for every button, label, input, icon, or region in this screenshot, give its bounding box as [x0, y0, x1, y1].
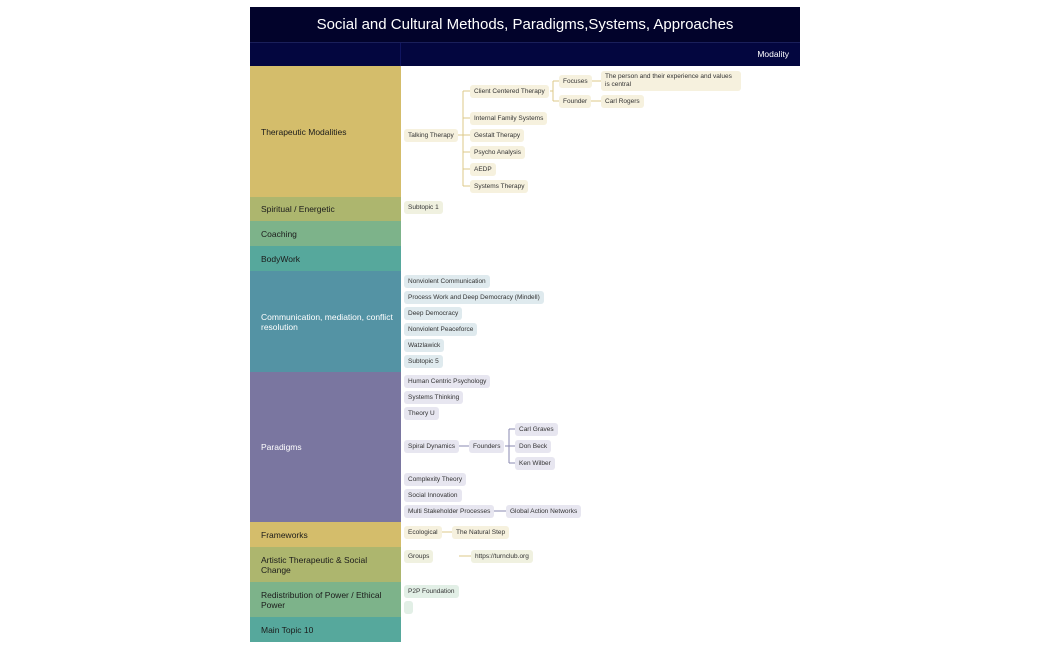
node-client-centered[interactable]: Client Centered Therapy	[470, 85, 549, 98]
node-turnclub-url[interactable]: https://turnclub.org	[471, 550, 533, 563]
node-ecological[interactable]: Ecological	[404, 526, 442, 539]
node-communication[interactable]: Process Work and Deep Democracy (Mindell)	[404, 291, 544, 304]
node-focuses[interactable]: Focuses	[559, 75, 592, 88]
node-founders[interactable]: Founders	[469, 440, 504, 453]
node-carl-rogers[interactable]: Carl Rogers	[601, 95, 644, 108]
node-communication[interactable]: Watzlawick	[404, 339, 444, 352]
node-natural-step[interactable]: The Natural Step	[452, 526, 509, 539]
node-subtopic[interactable]: Subtopic 1	[404, 201, 443, 214]
node-therapy[interactable]: Gestalt Therapy	[470, 129, 524, 142]
node-founder-name[interactable]: Don Beck	[515, 440, 551, 453]
column-header-modality: Modality	[757, 49, 789, 59]
row-spiritual[interactable]: Spiritual / Energetic	[250, 197, 401, 221]
row-frameworks[interactable]: Frameworks	[250, 522, 401, 547]
node-global-action-networks[interactable]: Global Action Networks	[506, 505, 581, 518]
node-spiral-dynamics[interactable]: Spiral Dynamics	[404, 440, 459, 453]
node-founder-name[interactable]: Carl Graves	[515, 423, 558, 436]
row-bodywork[interactable]: BodyWork	[250, 246, 401, 271]
node-communication[interactable]: Deep Democracy	[404, 307, 462, 320]
node-founder[interactable]: Founder	[559, 95, 591, 108]
node-focus-text[interactable]: The person and their experience and values is central	[601, 71, 741, 91]
node-therapy[interactable]: Internal Family Systems	[470, 112, 547, 125]
node-therapy[interactable]: AEDP	[470, 163, 496, 176]
row-therapeutic-modalities[interactable]: Therapeutic Modalities	[250, 66, 401, 197]
row-coaching[interactable]: Coaching	[250, 221, 401, 246]
row-communication[interactable]: Communication, mediation, conflict resolution	[250, 271, 401, 372]
node-empty[interactable]	[404, 601, 413, 614]
node-paradigm[interactable]: Social Innovation	[404, 489, 462, 502]
node-communication[interactable]: Nonviolent Communication	[404, 275, 490, 288]
page-title: Social and Cultural Methods, Paradigms,Systems, Approaches	[250, 7, 800, 42]
node-multi-stakeholder[interactable]: Multi Stakeholder Processes	[404, 505, 494, 518]
node-paradigm[interactable]: Human Centric Psychology	[404, 375, 490, 388]
row-main-topic-10[interactable]: Main Topic 10	[250, 617, 401, 642]
node-groups[interactable]: Groups	[404, 550, 433, 563]
row-artistic[interactable]: Artistic Therapeutic & Social Change	[250, 547, 401, 582]
node-communication[interactable]: Subtopic 5	[404, 355, 443, 368]
node-communication[interactable]: Nonviolent Peaceforce	[404, 323, 477, 336]
node-paradigm[interactable]: Systems Thinking	[404, 391, 463, 404]
node-paradigm[interactable]: Complexity Theory	[404, 473, 466, 486]
node-therapy[interactable]: Systems Therapy	[470, 180, 528, 193]
node-p2p-foundation[interactable]: P2P Foundation	[404, 585, 459, 598]
node-therapy[interactable]: Psycho Analysis	[470, 146, 525, 159]
row-paradigms[interactable]: Paradigms	[250, 372, 401, 522]
node-talking-therapy[interactable]: Talking Therapy	[404, 129, 458, 142]
row-redistribution[interactable]: Redistribution of Power / Ethical Power	[250, 582, 401, 617]
node-paradigm[interactable]: Theory U	[404, 407, 439, 420]
node-founder-name[interactable]: Ken Wilber	[515, 457, 555, 470]
